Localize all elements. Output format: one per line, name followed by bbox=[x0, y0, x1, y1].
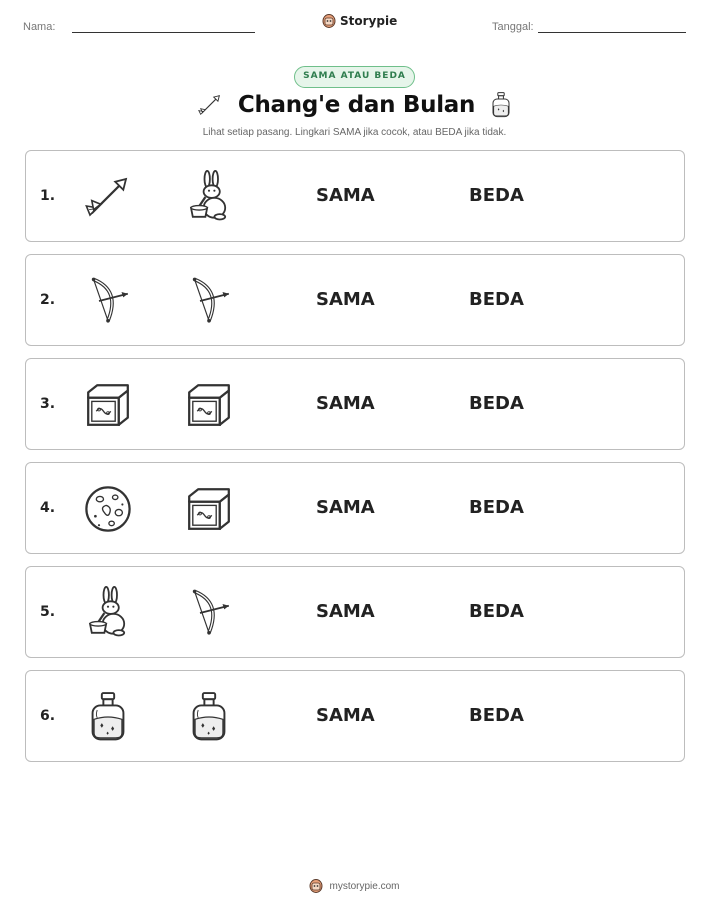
rabbit-icon bbox=[81, 586, 135, 640]
same-option[interactable]: SAMA bbox=[316, 289, 375, 310]
question-number: 4. bbox=[40, 500, 56, 516]
chest-icon bbox=[81, 378, 135, 432]
different-option[interactable]: BEDA bbox=[469, 185, 524, 206]
question-row bbox=[25, 150, 685, 242]
question-number: 3. bbox=[40, 396, 56, 412]
activity-badge: SAMA ATAU BEDA bbox=[294, 66, 415, 88]
name-line[interactable] bbox=[72, 32, 255, 33]
name-label: Nama: bbox=[23, 21, 56, 33]
same-option[interactable]: SAMA bbox=[316, 393, 375, 414]
same-option[interactable]: SAMA bbox=[316, 601, 375, 622]
chest-icon bbox=[182, 378, 236, 432]
question-row bbox=[25, 358, 685, 450]
potion-icon bbox=[489, 90, 513, 120]
bow-icon bbox=[81, 274, 135, 328]
different-option[interactable]: BEDA bbox=[469, 705, 524, 726]
date-label: Tanggal: bbox=[492, 21, 534, 33]
different-option[interactable]: BEDA bbox=[469, 289, 524, 310]
instructions: Lihat setiap pasang. Lingkari SAMA jika cocok, atau BEDA jika tidak. bbox=[202, 127, 507, 138]
page-title: Chang'e dan Bulan bbox=[237, 92, 476, 118]
storypie-mascot-icon bbox=[309, 878, 323, 894]
question-number: 2. bbox=[40, 292, 56, 308]
different-option[interactable]: BEDA bbox=[469, 497, 524, 518]
rabbit-icon bbox=[182, 170, 236, 224]
question-row bbox=[25, 462, 685, 554]
different-option[interactable]: BEDA bbox=[469, 601, 524, 622]
question-row bbox=[25, 254, 685, 346]
date-line[interactable] bbox=[538, 32, 686, 33]
title-row bbox=[0, 90, 709, 120]
question-row bbox=[25, 566, 685, 658]
same-option[interactable]: SAMA bbox=[316, 185, 375, 206]
different-option[interactable]: BEDA bbox=[469, 393, 524, 414]
storypie-mascot-icon bbox=[322, 13, 336, 29]
arrow-icon bbox=[196, 91, 224, 119]
question-number: 1. bbox=[40, 188, 56, 204]
chest-icon bbox=[182, 482, 236, 536]
question-number: 5. bbox=[40, 604, 56, 620]
bow-icon bbox=[182, 274, 236, 328]
question-number: 6. bbox=[40, 708, 56, 724]
moon-icon bbox=[81, 482, 135, 536]
brand-logo bbox=[322, 13, 397, 29]
potion-icon bbox=[182, 690, 236, 744]
same-option[interactable]: SAMA bbox=[316, 705, 375, 726]
bow-icon bbox=[182, 586, 236, 640]
footer bbox=[0, 878, 709, 894]
arrow-icon bbox=[81, 170, 135, 224]
potion-icon bbox=[81, 690, 135, 744]
same-option[interactable]: SAMA bbox=[316, 497, 375, 518]
brand-name: Storypie bbox=[340, 14, 398, 28]
question-row bbox=[25, 670, 685, 762]
footer-url[interactable]: mystorypie.com bbox=[329, 880, 400, 892]
